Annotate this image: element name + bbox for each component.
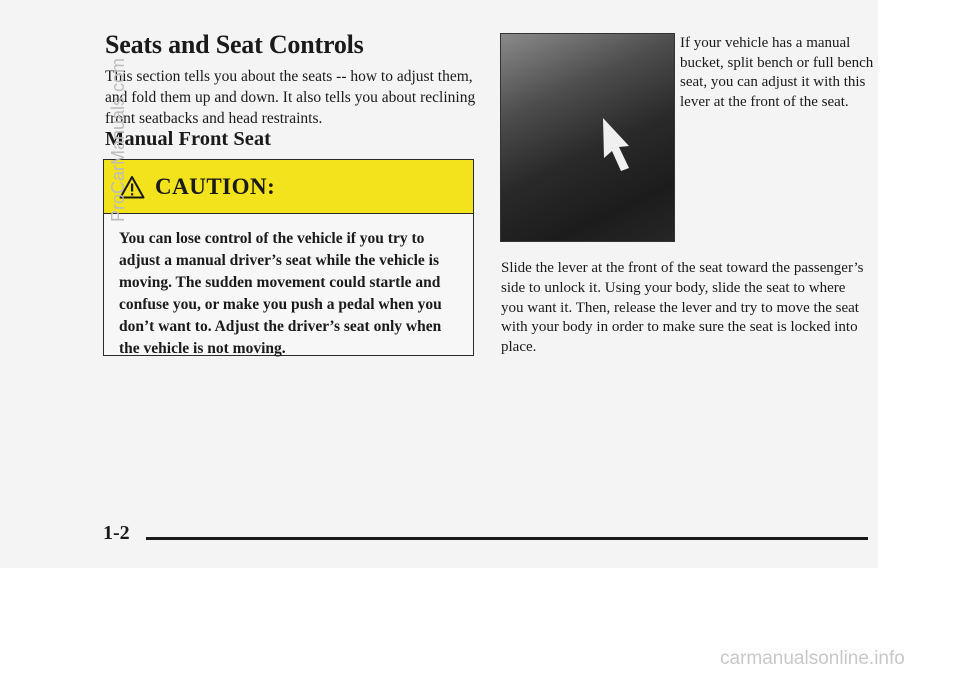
caution-box xyxy=(103,159,474,356)
footer-watermark: carmanualsonline.info xyxy=(720,648,905,669)
caution-text: You can lose control of the vehicle if you try to adjust a manual driver’s seat while the vehicle is moving. The sudden movement could startle and confuse you, or make you push a pedal when you don’t want to. Adjust the driver’s seat only when the vehicle is not moving. xyxy=(119,230,442,357)
side-watermark: ProCarManuals.com xyxy=(108,57,128,222)
page-heading: Seats and Seat Controls xyxy=(105,30,364,59)
seat-lever-photo xyxy=(500,33,675,242)
footer-rule xyxy=(146,537,868,540)
intro-paragraph: This section tells you about the seats -- how to adjust them, and fold them up and down. It also tells you about reclining front seatbacks and head restraints. xyxy=(105,68,476,127)
section-subheading: Manual Front Seat xyxy=(105,128,271,150)
adjust-instructions: Slide the lever at the front of the seat toward the passenger’s side to unlock it. Using your body, slide the seat to where you want it. Then, release the lever and try to move the seat with your body in order to make sure the seat is locked into place. xyxy=(501,260,864,356)
lever-description: If your vehicle has a manual bucket, split bench or full bench seat, you can adjust it with this lever at the front of the seat. xyxy=(680,35,874,110)
caution-label: CAUTION: xyxy=(155,173,276,199)
caution-header xyxy=(104,160,473,214)
page-number: 1-2 xyxy=(103,522,130,544)
arrow-icon xyxy=(599,116,633,172)
